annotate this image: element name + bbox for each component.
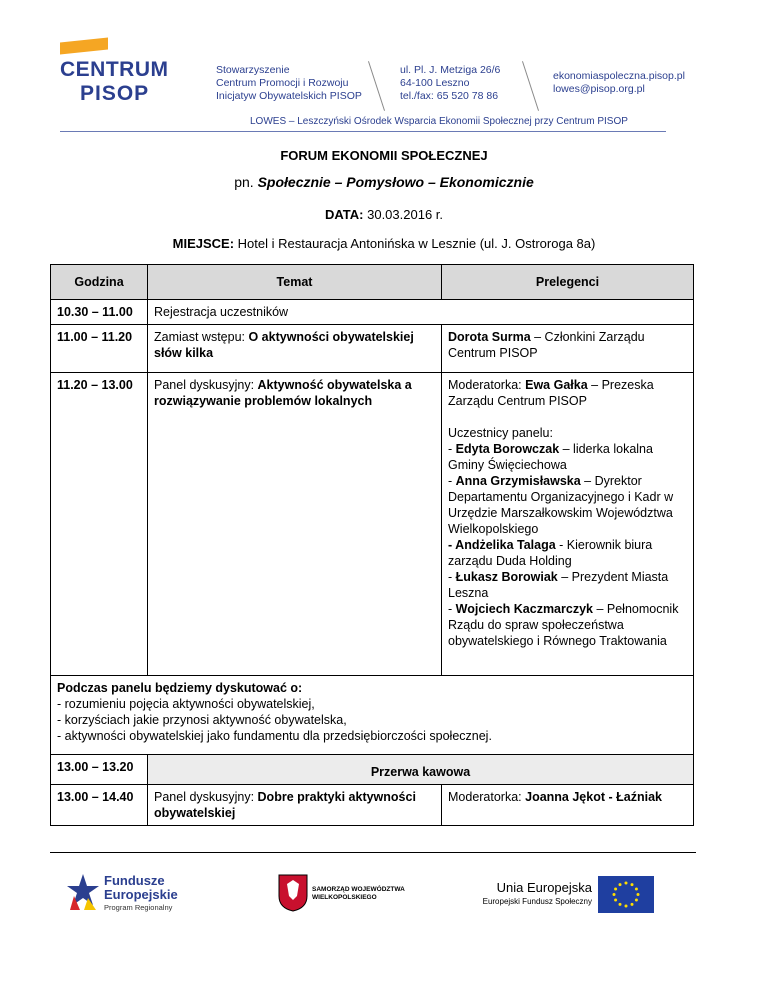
speaker-cell: Moderatorka: Joanna Jękot - Łaźniak [442, 785, 694, 826]
panelist: - Edyta Borowczak – liderka lokalna Gminy Święciechowa [448, 442, 653, 472]
break-cell: Przerwa kawowa [148, 755, 694, 785]
list-item: - aktywności obywatelskiej jako fundamentu dla przedsiębiorczości społecznej. [57, 729, 492, 743]
org-address: ul. Pl. J. Metziga 26/6 64-100 Leszno tel./fax: 65 520 78 86 [400, 64, 501, 102]
col-header-time: Godzina [51, 265, 148, 300]
panelist: - Anna Grzymisławska – Dyrektor Departamentu Organizacyjnego i Kadr w Urzędzie Marszałkowskim Województwa Wielkopolskiego [448, 474, 674, 536]
table-row [51, 300, 694, 325]
time-cell: 11.00 – 11.20 [51, 325, 148, 373]
time-cell: 11.20 – 13.00 [51, 373, 148, 676]
event-date: DATA: 30.03.2016 r. [324, 207, 444, 222]
org-contact [553, 70, 685, 96]
topic-cell: Rejestracja uczestników [148, 300, 694, 325]
email-link[interactable]: lowes@pisop.org.pl [553, 83, 645, 95]
eu-logo-text: Unia Europejska Europejski Fundusz Społeczny [482, 880, 592, 906]
panelist: - Andżelika Talaga - Kierownik biura zarządu Duda Holding [448, 538, 653, 568]
col-header-speakers: Prelegenci [442, 265, 694, 300]
table-row [51, 755, 694, 785]
topic-cell: Panel dyskusyjny: Dobre praktyki aktywności obywatelskiej [148, 785, 442, 826]
list-item: - korzyściach jakie przynosi aktywność obywatelska, [57, 713, 347, 727]
table-row [51, 676, 694, 755]
table-row [51, 373, 694, 676]
footer-rule [50, 852, 696, 853]
header-divider [368, 61, 385, 111]
col-header-topic: Temat [148, 265, 442, 300]
wlkp-logo-text: SAMORZĄD WOJEWÓDZTWA WIELKOPOLSKIEGO [312, 886, 405, 901]
topic-cell: Panel dyskusyjny: Aktywność obywatelska a rozwiązywanie problemów lokalnych [148, 373, 442, 676]
time-cell: 13.00 – 13.20 [51, 755, 148, 785]
website-link[interactable]: ekonomiaspoleczna.pisop.pl [553, 70, 685, 82]
document-title: FORUM EKONOMII SPOŁECZNEJ [280, 148, 488, 163]
table-row [51, 325, 694, 373]
wlkp-coat-of-arms-icon [278, 874, 308, 912]
time-cell: 13.00 – 14.40 [51, 785, 148, 826]
discussion-cell: Podczas panelu będziemy dyskutować o: - rozumieniu pojęcia aktywności obywatelskiej, - korzyściach jakie przynosi aktywność obywatelska, - aktywności obywatelskiej jako fundamentu dla przedsiębiorczości społecznej. [51, 676, 694, 755]
list-item: - rozumieniu pojęcia aktywności obywatelskiej, [57, 697, 315, 711]
header-divider [522, 61, 539, 111]
topic-cell: Zamiast wstępu: O aktywności obywatelskiej słów kilka [148, 325, 442, 373]
logo-accent-bar [60, 37, 108, 54]
speaker-cell: Dorota Surma – Członkini Zarządu Centrum PISOP [442, 325, 694, 373]
logo-line-1: CENTRUM [60, 58, 169, 81]
fe-star-logo-icon [66, 872, 100, 912]
table-header-row [51, 265, 694, 300]
logo-line-2: PISOP [80, 82, 150, 105]
org-name: Stowarzyszenie Centrum Promocji i Rozwoju Inicjatyw Obywatelskich PISOP [216, 64, 362, 102]
fe-logo-text: Fundusze Europejskie Program Regionalny [104, 873, 178, 912]
eu-flag-icon [598, 876, 654, 913]
event-place: MIEJSCE: Hotel i Restauracja Antonińska w Lesznie (ul. J. Ostroroga 8a) [172, 236, 596, 251]
speaker-cell: Moderatorka: Ewa Gałka – Prezeska Zarządu Centrum PISOP Uczestnicy panelu: - Edyta Borowczak – liderka lokalna Gminy Święciechowa - Anna Grzymisławska – Dyrektor Departamentu Organizacyjnego i Kadr w Urzędzie Marszałkowskim Województwa Wielkopolskiego - Andżelika Talaga - Kierownik biura zarządu Duda Holding - Łukasz Borowiak – Prezydent Miasta Leszna - Wojciech Kaczmarczyk – Pełnomocnik Rządu do spraw społeczeństwa obywatelskiego i Równego Traktowania [442, 373, 694, 676]
panelist: - Łukasz Borowiak – Prezydent Miasta Leszna [448, 570, 669, 600]
panelist: - Wojciech Kaczmarczyk – Pełnomocnik Rządu do spraw społeczeństwa obywatelskiego i Równego Traktowania [448, 602, 679, 648]
header-rule [60, 131, 666, 132]
header-tagline: LOWES – Leszczyński Ośrodek Wsparcia Ekonomii Społecznej przy Centrum PISOP [250, 116, 628, 127]
agenda-table [50, 264, 694, 826]
document-subtitle: pn. Społecznie – Pomysłowo – Ekonomicznie [234, 174, 534, 190]
table-row [51, 785, 694, 826]
time-cell: 10.30 – 11.00 [51, 300, 148, 325]
